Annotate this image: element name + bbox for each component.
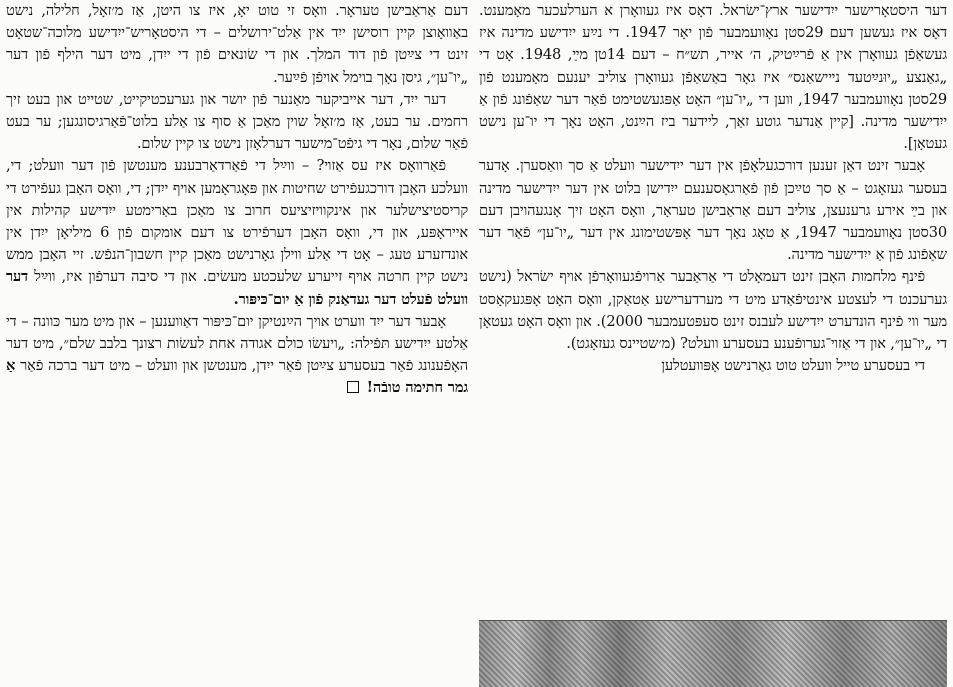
bold-phrase: דער וועלט פֿעלט דער געדאַנק פֿון אַ יום־כּיפּור.	[6, 268, 468, 308]
paragraph	[6, 311, 468, 400]
article-column-left	[6, 0, 468, 400]
end-of-article-icon	[347, 381, 359, 393]
paragraph: פֿינף מלחמות האָבן זינט דעמאָלט די אַראַבער אַרױפֿגעוואָרפֿן אױף ישׂראל (נישט גערעכנט די לעצטע אינטיפֿאַדע מיט די מערדערישע אַטאַקן, וואָס האָט אָפּגעקאָסט מער ווי פֿינף הונדערט ייִדישע לעבנס זינט סעפּטעמבער 2000). און וואָס האָט געטאָן די „יו־ען״, און די אַזױ־גערופֿענע בעסערע וועלט? (מ׳שטיינס געזאָגט).	[479, 268, 948, 353]
article-photo	[479, 620, 947, 687]
paragraph: דער היסטאָרישער ייִדישער ארץ־ישׂראל. דאָס איז געוואָרן א הערלעכער מאָמענט. דאָס איז געשען דעם 29סטן נאָוועמבער פֿון יאָר 1947. די נײַע ייִדישע מדינה איז געשאַפֿן געוואָרן אין אַ פֿרײַטיק, ה׳ אייר, תש״ח – דעם 14טן מײַ, 1948. אָט די „גאַנצע „יוּנײַטעד נײישאַנס״ איז גאָר באַשאַפֿן געוואָרן צוליב יענעם מאָמענט פֿון 29סטן נאָוועמבער 1947, ווען די „יו־ען״ האָט אַפּגעשטימט פֿאַר דער שאַפֿונג פֿון אַ ייִדישער מדינה. [קיין אַנדער גוטע זאַך, ליידער ביז הײַנט, האָט נאָך די יו־ען נישט געטאָן].	[479, 2, 948, 153]
paragraph-text: אָבער דער ייִד ווערט אױך הײַנטיקן יום־כּיפּור דאַווענען – און מיט מער כּוונה – די אַלטע ייִדישע תּפֿילה: „ויעשׂו כולם אגודה אחת לעשׂות רצונך בלבב שלם״, מיט דער האָפֿענונג פֿאַר בעסערע צײַטן פֿאַר ייִדן, מענטשן און וועלט – מיט דער ברכה פֿאַר	[6, 312, 468, 375]
paragraph: דער ייִד, דער אייביקער מאַנער פֿון יושר און גערעכטיקייט, שטייט און בעט זיך רחמים. ער בעט, אַז מ׳זאָל שוין מאַכן אַ סוף צו אַלע בלוט־פֿאַרגיסונגען; ער בעט פֿאַר שלום, נאָר די גיפֿט־מישער דערלאָזן נישט צו קיין שלום.	[6, 90, 468, 153]
article-column-right	[479, 0, 947, 377]
paragraph: די בעסערע טייל וועלט טוט גאַרנישט אָפּװעטלען	[661, 357, 925, 375]
closing-blessing: אַ גמר חתימה טובֿה!	[6, 357, 468, 397]
paragraph: דעם אַראַבישן טעראָר. וואָס זי טוט יאָ, איז צו היטן, אַז מ׳זאָל, חלילה, נישט באַוואָוצן קיין רוסישן ייִד אין אַלט־ירושלים – די היסטאָריש־ייִדישע מלוכה־שטאָט זינט די צײַטן פֿון דוד המלך. און די שׂונאים פֿון די ייִדן, מיט דער הילף פֿון דער „יו־ען״, גיסן נאָך בוימל אױפֿן פֿײַער.	[6, 2, 468, 86]
paragraph	[6, 155, 468, 310]
paragraph-text: פֿאַרוואָס איז עס אַזױ? – ווײַל די פֿאַרדאַרבענע מענטשן פֿון דער וועלט; די, וועלכע האָבן דורכגעפֿירט שחיטות און פּאָגראָמען אױף ייִדן; די, וואָס האָבן געפֿירט די קריסטיצישלער און אינקוויזיציעס חרוב צו מאַכן באַרימטע ייִדישע קהילות אין אייראָפּע, און די, וואָס האָבן דערפֿירט צו דעם אומקום פֿון 6 מיליאָן ייִדן אין אונדזערע טעג – אָט די אַלע ווילן גאָרנישט מאַכן קיין חשבון־הנפֿש. זיי האָבן ממש נישט קיין חרטה אױף זייערע שלעכטע מעשׂים. און די סיבה דערפֿון איז, ווײַל	[6, 157, 468, 286]
paragraph: אָבער זינט דאַן זענען דורכגעלאָפֿן אין דער ייִדישער וועלט אַ סך וואַסערן. אָדער בעסער געזאָגט – אַ סך טײַכן פֿון פֿאַרגאָסענעם ייִדישן בלוט אין דער ייִדישער מדינה און בײַ אירע גרענעצן, צוליב דעם אַראַבישן טעראָר, וואָס האָט זיך אָנגעהויבן דעם 30סטן נאָוועמבער 1947, אַ טאָג נאָך דער אָפּשטימונג אין דער „יו־ען״ פֿאַר דער שאַפֿונג פֿון אַ ייִדישער מדינה.	[479, 157, 947, 264]
